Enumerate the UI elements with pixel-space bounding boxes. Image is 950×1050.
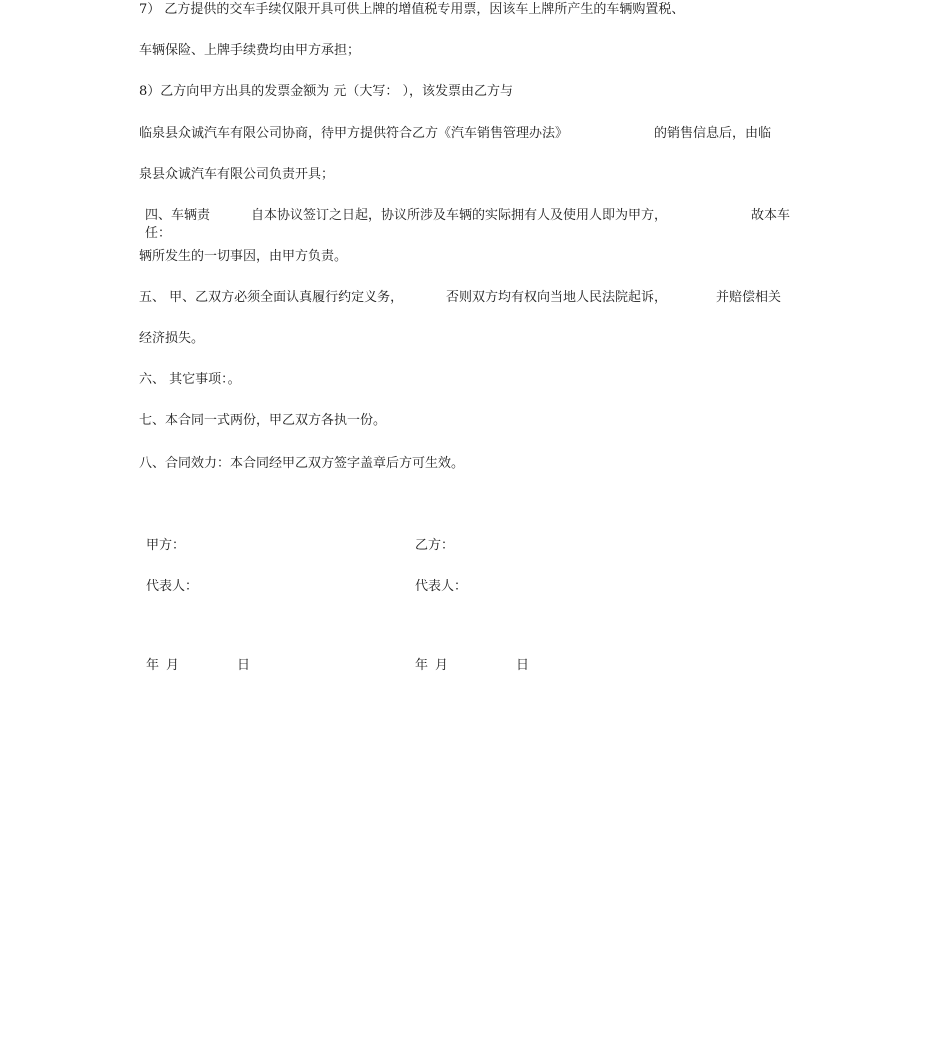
section-8: 八、合同效力：本合同经甲乙双方签字盖章后方可生效。 [139, 456, 465, 471]
party-a-date-year: 年 [146, 658, 160, 673]
party-a-date-day: 日 [237, 658, 251, 673]
clause-7-line-1: 7） 乙方提供的交车手续仅限开具可供上牌的增值税专用票，因该车上牌所产生的车辆购置税、 [139, 2, 685, 17]
section-4-line-2: 辆所发生的一切事因，由甲方负责。 [139, 249, 348, 264]
section-5-part-3: 并赔偿相关 [716, 290, 782, 305]
party-b-date-year: 年 [415, 658, 429, 673]
section-4-text-right: 故本车 [751, 208, 791, 223]
party-a-label: 甲方： [146, 538, 186, 553]
section-5-line-2: 经济损失。 [139, 331, 205, 346]
clause-8-line-1: 8）乙方向甲方出具的发票金额为 元（大写： ），该发票由乙方与 [139, 84, 514, 99]
section-5-part-2: 否则双方均有权向当地人民法院起诉， [446, 290, 668, 305]
party-b-date-month: 月 [435, 658, 449, 673]
clause-7-line-2: 车辆保险、上牌手续费均由甲方承担； [139, 43, 361, 58]
section-5-part-1: 五、 甲、乙双方必须全面认真履行约定义务， [139, 290, 404, 305]
section-6: 六、 其它事项：。 [139, 372, 241, 387]
party-b-label: 乙方： [415, 538, 455, 553]
party-a-representative-label: 代表人： [146, 579, 199, 594]
clause-8-line-3: 泉县众诚汽车有限公司负责开具； [139, 167, 335, 182]
party-b-date-day: 日 [516, 658, 530, 673]
clause-8-line-2-right: 的销售信息后，由临 [654, 126, 772, 141]
section-4-text: 自本协议签订之日起，协议所涉及车辆的实际拥有人及使用人即为甲方， [251, 208, 668, 223]
section-4-heading: 四、车辆责 [145, 208, 211, 223]
section-7: 七、本合同一式两份，甲乙双方各执一份。 [139, 413, 387, 428]
party-b-representative-label: 代表人： [415, 579, 468, 594]
clause-8-line-2-left: 临泉县众诚汽车有限公司协商，待甲方提供符合乙方《汽车销售管理办法》 [139, 126, 569, 141]
section-4-heading-wrap: 任： [145, 226, 172, 241]
party-a-date-month: 月 [166, 658, 180, 673]
